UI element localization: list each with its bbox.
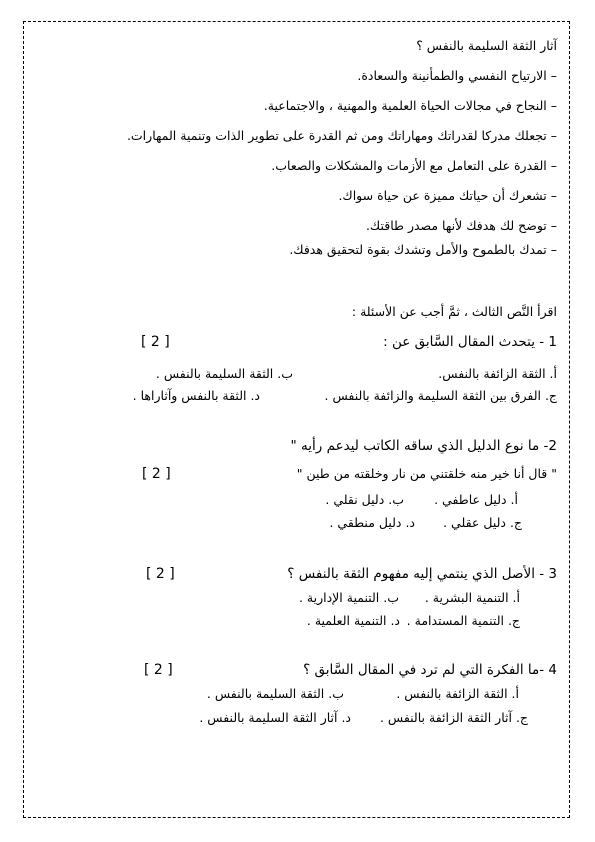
- question-3-marks: [ 2 ]: [146, 566, 175, 582]
- question-1-marks: [ 2 ]: [141, 334, 170, 350]
- effect-line: – الارتياح النفسي والطمأنينة والسعادة.: [357, 68, 557, 83]
- question-4-option-a: أ. الثقة الزائفة بالنفس .: [396, 686, 519, 701]
- question-1-option-b: ب. الثقة السليمة بالنفس .: [155, 366, 293, 381]
- question-1: 1 - يتحدث المقال السَّابق عن :: [383, 334, 557, 350]
- question-1-option-c: ج. الفرق بين الثقة السليمة والزائفة بالنفس .: [324, 388, 557, 403]
- question-4-option-d: د. آثار الثقة السليمة بالنفس .: [199, 710, 351, 725]
- question-2-option-b: ب. دليل نقلي .: [325, 492, 404, 507]
- question-3: 3 - الأصل الذي ينتمي إليه مفهوم الثقة بالنفس ؟: [287, 566, 557, 582]
- question-2: 2- ما نوع الدليل الذي ساقه الكاتب ليدعم رأيه ": [290, 438, 557, 454]
- question-2-option-d: د. دليل منطقي .: [329, 515, 415, 530]
- effect-line: – النجاح في مجالات الحياة العلمية والمهنية ، والاجتماعية.: [263, 98, 557, 113]
- question-4-option-b: ب. الثقة السليمة بالنفس .: [206, 686, 344, 701]
- instructions: اقرأ النَّص الثالث ، ثمَّ أجب عن الأسئلة :: [351, 304, 557, 319]
- effect-line: – تمدك بالطموح والأمل وتشدك بقوة لتحقيق هدفك.: [289, 242, 557, 257]
- question-3-option-a: أ. التنمية البشرية .: [424, 590, 520, 605]
- effect-line: – توضح لك هدفك لأنها مصدر طاقتك.: [365, 218, 557, 233]
- question-2-option-a: أ. دليل عاطفي .: [434, 492, 518, 507]
- question-4-option-c: ج. آثار الثقة الزائفة بالنفس .: [379, 710, 528, 725]
- effect-line: – تشعرك أن حياتك مميزة عن حياة سواك.: [338, 188, 557, 203]
- effect-line: – تجعلك مدركا لقدراتك ومهاراتك ومن ثم القدرة على تطوير الذات وتنمية المهارات.: [126, 128, 557, 143]
- question-1-option-d: د. الثقة بالنفس وآثاراها .: [132, 388, 260, 403]
- question-2-quote: " قال أنا خير منه خلقتني من نار وخلقته من طين ": [296, 466, 557, 481]
- question-3-option-d: د. التنمية العلمية .: [306, 613, 400, 628]
- question-3-option-c: ج. التنمية المستدامة .: [406, 613, 520, 628]
- effect-line: – القدرة على التعامل مع الأزمات والمشكلات والصعاب.: [271, 158, 557, 173]
- question-4-marks: [ 2 ]: [144, 662, 173, 678]
- question-4: 4 -ما الفكرة التي لم ترد في المقال السَّابق ؟: [303, 662, 557, 678]
- question-2-option-c: ج. دليل عقلي .: [443, 515, 522, 530]
- question-1-option-a: أ. الثقة الزائفة بالنفس.: [438, 366, 557, 381]
- question-2-marks: [ 2 ]: [142, 466, 171, 482]
- question-3-option-b: ب. التنمية الإدارية .: [298, 590, 399, 605]
- section-title: آثار الثقة السليمة بالنفس ؟: [416, 38, 557, 53]
